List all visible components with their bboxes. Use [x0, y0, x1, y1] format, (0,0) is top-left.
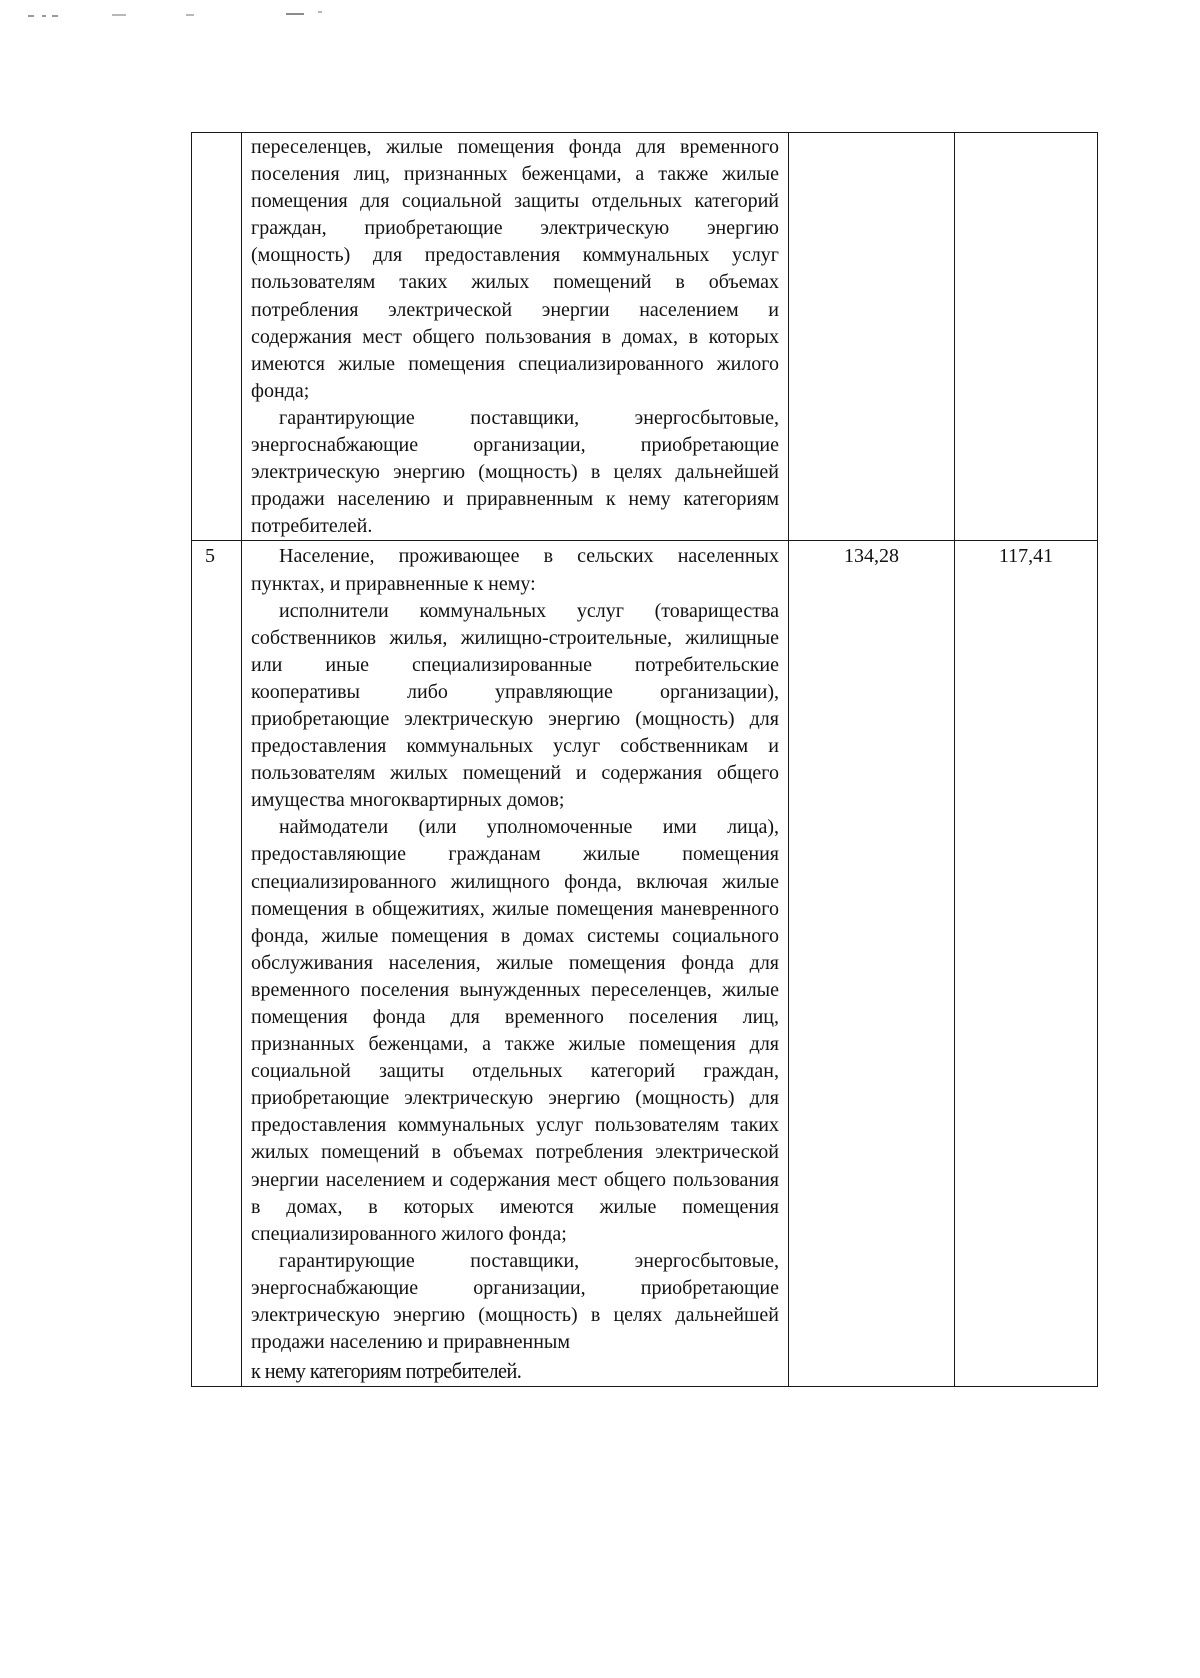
description-paragraph: переселенцев, жилые помещения фонда для временного поселения лиц, признанных беженцами, а также жилые помещения для социальной защиты отдельных категорий граждан, приобретающие электрическую энергию (мощность) для предоставления коммунальных услуг пользователям таких жилых помещений в объемах потребления электрической энергии населением и содержания мест общего пользования в домах, в которых имеются жилые помещения специализированного жилого фонда;: [251, 136, 779, 402]
table-row: [192, 541, 1098, 1387]
description-paragraph-tail: к нему категориям потребителей.: [251, 1358, 522, 1384]
row-description-cell: [242, 541, 789, 1387]
row-number-cell: [192, 133, 242, 541]
row-number-cell: 5: [192, 541, 242, 1387]
tariff-value-2-cell: 117,41: [955, 541, 1098, 1387]
description-paragraph: наймодатели (или уполномоченные ими лица), предоставляющие гражданам жилые помещения специализированного жилищного фонда, включая жилые помещения в общежитиях, жилые помещения маневренного фонда, жилые помещения в домах системы социального обслуживания населения, жилые помещения фонда для временного поселения вынужденных переселенцев, жилые помещения фонда для временного поселения лиц, признанных беженцами, а также жилые помещения для социальной защиты отдельных категорий граждан, приобретающие электрическую энергию (мощность) для предоставления коммунальных услуг пользователям таких жилых помещений в объемах потребления электрической энергии населением и содержания мест общего пользования в домах, в которых имеются жилые помещения специализированного жилого фонда;: [251, 816, 779, 1245]
scan-artifact-marks: [28, 8, 348, 20]
description-paragraph: Население, проживающее в сельских населенных пунктах, и приравненные к нему:: [251, 545, 779, 595]
table-row: [192, 133, 1098, 541]
tariff-table: [191, 132, 1098, 1387]
tariff-value-1-cell: [789, 133, 955, 541]
tariff-value-1-cell: 134,28: [789, 541, 955, 1387]
description-paragraph: гарантирующие поставщики, энергосбытовые, энергоснабжающие организации, приобретающие электрическую энергию (мощность) в целях дальнейшей продажи населению и приравненным к нему категориям потребителей.: [251, 406, 779, 538]
tariff-value-2-cell: [955, 133, 1098, 541]
description-paragraph: исполнители коммунальных услуг (товарищества собственников жилья, жилищно-строительные, жилищные или иные специализированные потребительские кооперативы либо управляющие организации), приобретающие электрическую энергию (мощность) для предоставления коммунальных услуг собственникам и пользователям жилых помещений и содержания общего имущества многоквартирных домов;: [251, 599, 779, 812]
description-paragraph: гарантирующие поставщики, энергосбытовые, энергоснабжающие организации, приобретающие электрическую энергию (мощность) в целях дальнейшей продажи населению и приравненным: [251, 1249, 779, 1354]
row-description-cell: [242, 133, 789, 541]
